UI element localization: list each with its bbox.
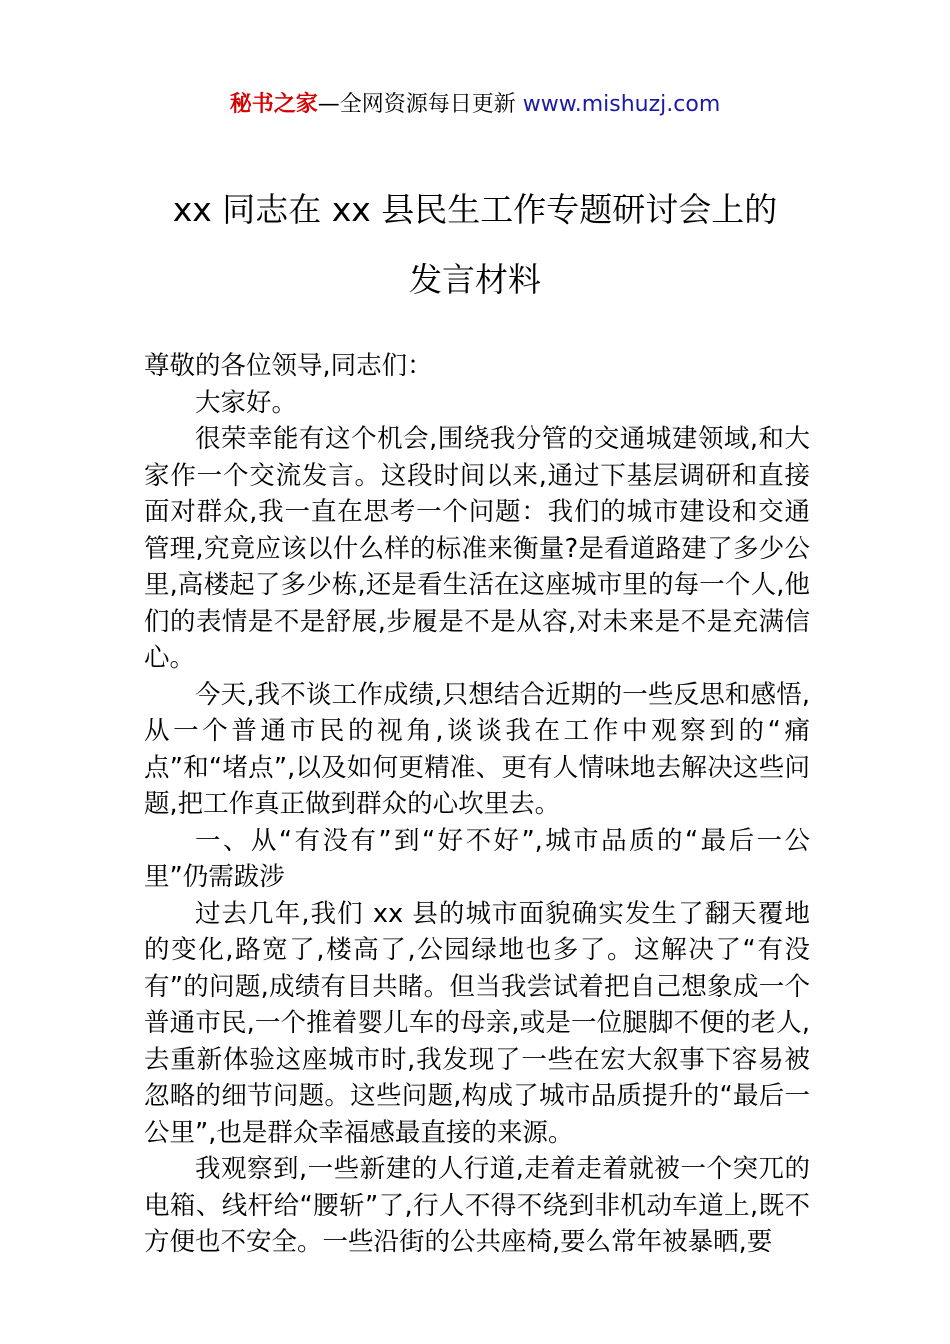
site-header [0,88,950,122]
brand-name: 秘书之家 [229,92,318,117]
section-heading-1: 一、从“有没有”到“好不好”,城市品质的“最后一公里”仍需跋涉 [144,825,810,892]
paragraph-greeting: 大家好。 [195,387,298,418]
header-tagline: —全网资源每日更新 [317,92,516,117]
paragraph-past-years: 过去几年,我们 xx 县的城市面貌确实发生了翻天覆地的变化,路宽了,楼高了,公园绿地也多了。这解决了“有没有”的问题,成绩有目共睹。但当我尝试着把自己想象成一个普通市民,一个推着婴儿车的母亲,或是一位腿脚不便的老人,去重新体验这座城市时,我发现了一些在宏大叙事下容易被忽略的细节问题。这些问题,构成了城市品质提升的“最后一公里”,也是群众幸福感最直接的来源。 [144,898,810,1148]
title-line-1: xx 同志在 xx 县民生工作专题研讨会上的 [172,190,778,229]
salutation: 尊敬的各位领导,同志们： [144,351,433,381]
site-url-link[interactable]: www.mishuzj.com [522,92,721,117]
title-line-2: 发言材料 [409,260,541,299]
paragraph-observation: 我观察到,一些新建的人行道,走着走着就被一个突兀的电箱、线杆给“腰斩”了,行人不得不绕到非机动车道上,既不方便也不安全。一些沿街的公共座椅,要么常年被暴晒,要 [144,1154,810,1257]
document-title [0,182,950,308]
document-body [144,348,810,1261]
paragraph-intro: 很荣幸能有这个机会,围绕我分管的交通城建领域,和大家作一个交流发言。这段时间以来,通过下基层调研和直接面对群众,我一直在思考一个问题：我们的城市建设和交通管理,究竟应该以什么样的标准来衡量?是看道路建了多少公里,高楼起了多少栋,还是看生活在这座城市里的每一个人,他们的表情是不是舒展,步履是不是从容,对未来是不是充满信心。 [144,424,810,673]
paragraph-today: 今天,我不谈工作成绩,只想结合近期的一些反思和感悟,从一个普通市民的视角,谈谈我在工作中观察到的“痛点”和“堵点”,以及如何更精准、更有人情味地去解决这些问题,把工作真正做到群众的心坎里去。 [144,679,810,819]
